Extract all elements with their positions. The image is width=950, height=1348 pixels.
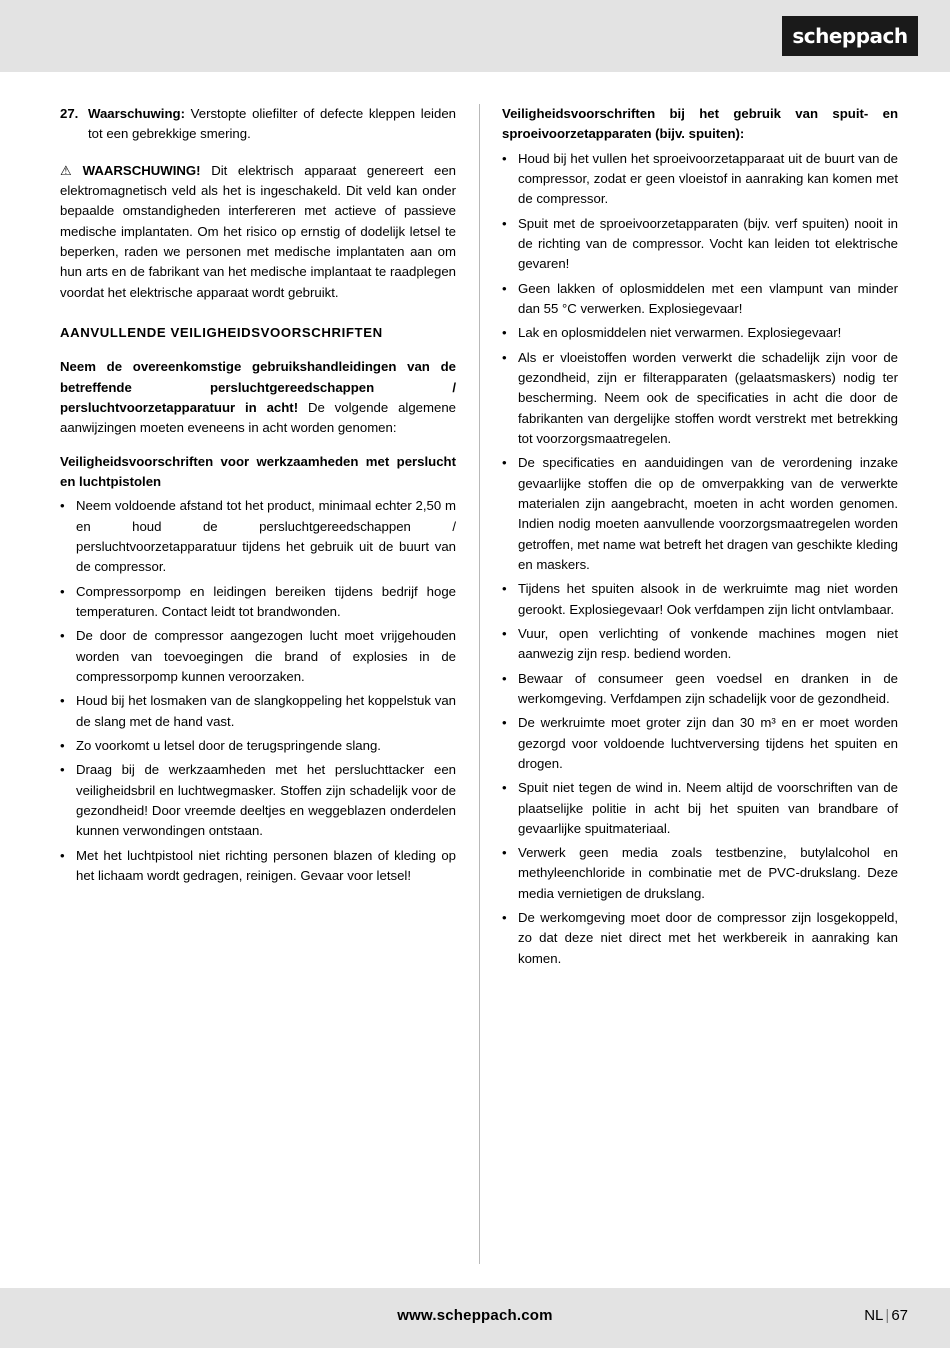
list-item-text: De specificaties en aanduidingen van de verordening inzake gevaarlijke stoffen die op de omverpakking van de verwerkte materialen zijn aangebracht, moeten in acht worden genomen. Indien nodig moeten aanvullende voorzorgsmaatregelen worden getroffen, met name wat betreft het dragen van geschikte kleding en maskers. — [518, 455, 898, 572]
list-item — [502, 713, 898, 774]
bullet-icon: • — [502, 581, 507, 597]
page-footer — [0, 1288, 950, 1348]
list-item-text: Neem voldoende afstand tot het product, minimaal echter 2,50 m en houd de persluchtgereedschappen / persluchtvoorzetapparatuur tijdens het gebruik uit de buurt van de compressor. — [76, 498, 456, 575]
bullet-icon: • — [60, 737, 65, 753]
bullet-icon: • — [60, 498, 65, 514]
list-item-text: Lak en oplosmiddelen niet verwarmen. Explosiegevaar! — [518, 325, 842, 341]
footer-page-number: 67 — [891, 1307, 908, 1324]
page-header — [0, 0, 950, 72]
list-item — [60, 846, 456, 887]
bullet-icon: • — [502, 910, 507, 926]
brand-logo-text: scheppach — [792, 24, 908, 48]
list-item — [502, 348, 898, 450]
item-text: Verstopte oliefilter of defecte kleppen leiden tot een gebrekkige smering. — [88, 106, 456, 142]
list-item — [502, 669, 898, 710]
bullet-icon: • — [60, 583, 65, 599]
right-bullet-list — [502, 149, 898, 969]
numbered-item-27 — [60, 104, 456, 145]
bullet-icon: • — [60, 762, 65, 778]
item-number: 27. — [60, 106, 79, 121]
left-bullet-list — [60, 496, 456, 886]
list-item-text: Geen lakken of oplosmiddelen met een vlampunt van minder dan 55 °C verwerken. Explosiegevaar! — [518, 280, 898, 316]
list-item-text: De werkruimte moet groter zijn dan 30 m³ en er moet worden gezorgd voor voldoende luchtverversing tijdens het spuiten en drogen. — [518, 715, 898, 771]
page-content — [60, 104, 898, 1264]
list-item-text: Vuur, open verlichting of vonkende machines mogen niet aanwezig zijn resp. bediend worden. — [518, 625, 898, 662]
right-subheading: Veiligheidsvoorschriften bij het gebruik van spuit- en sproeivoorzetapparaten (bijv. spuiten): — [502, 106, 898, 142]
bullet-icon: • — [502, 455, 507, 471]
list-item-text: Met het luchtpistool niet richting personen blazen of kleding op het lichaam wordt gedragen, reinigen. Gevaar voor letsel! — [76, 847, 456, 883]
bullet-icon: • — [502, 349, 507, 365]
warning-label: WAARSCHUWING! — [82, 162, 201, 178]
list-item — [60, 582, 456, 623]
list-item-text: Zo voorkomt u letsel door de terugspringende slang. — [76, 737, 381, 753]
brand-logo — [782, 16, 918, 56]
bullet-icon: • — [502, 845, 507, 861]
intro-bold: Neem de overeenkomstige gebruikshandleidingen van de betreffende persluchtgereedschappen / persluchtvoorzetapparatuur in acht! — [60, 359, 456, 415]
list-item-text: Spuit niet tegen de wind in. Neem altijd de voorschriften van de plaatselijke politie in acht bij het spuiten van brandbare of gevaarlijke spuitmateriaal. — [518, 780, 898, 836]
item-label: Waarschuwing: — [88, 106, 185, 121]
list-item — [502, 624, 898, 665]
left-column — [60, 104, 456, 890]
bullet-icon: • — [502, 215, 507, 231]
list-item — [502, 149, 898, 210]
list-item-text: Als er vloeistoffen worden verwerkt die schadelijk zijn voor de gezondheid, zijn er filterapparaten (gelaatsmaskers) nodig ter bescherming. Neem ook de specificaties in acht die door de fabrikanten van dergelijke stoffen wordt verstrekt met betrekking tot voorzorgsmaatregelen. — [518, 349, 898, 446]
list-item — [502, 908, 898, 969]
intro-rest: De volgende algemene aanwijzingen moeten eveneens in acht worden genomen: — [60, 399, 456, 436]
intro-paragraph — [60, 357, 456, 438]
list-item-text: De werkomgeving moet door de compressor zijn losgekoppeld, zo dat deze niet direct met het werkbereik in aanraking kan komen. — [518, 910, 898, 966]
list-item-text: Spuit met de sproeivoorzetapparaten (bijv. verf spuiten) nooit in de richting van de compressor. Vocht kan leiden tot elektrische gevaren! — [518, 215, 898, 272]
bullet-icon: • — [60, 693, 65, 709]
bullet-icon: • — [502, 625, 507, 641]
list-item — [502, 843, 898, 904]
column-divider — [479, 104, 480, 1264]
warning-triangle-icon: ⚠ — [60, 162, 79, 178]
list-item — [60, 691, 456, 732]
list-item — [502, 214, 898, 275]
bullet-icon: • — [502, 670, 507, 686]
list-item-text: Compressorpomp en leidingen bereiken tijdens bedrijf hoge temperaturen. Contact leidt tot brandwonden. — [76, 583, 456, 619]
footer-separator: | — [885, 1307, 890, 1324]
footer-locale: NL — [864, 1307, 884, 1324]
bullet-icon: • — [502, 715, 507, 731]
warning-paragraph — [60, 161, 456, 303]
list-item-text: De door de compressor aangezogen lucht moet vrijgehouden worden van toevoegingen die brand of explosies in de compressorpomp kunnen veroorzaken. — [76, 628, 456, 684]
list-item-text: Houd bij het vullen het sproeivoorzetapparaat uit de buurt van de compressor, zodat er geen vloeistof in aanraking kan komen met de compressor. — [518, 150, 898, 207]
list-item-text: Tijdens het spuiten alsook in de werkruimte mag niet worden gerookt. Explosiegevaar! Ook verfdampen zijn licht ontvlambaar. — [518, 581, 898, 617]
footer-website-url[interactable]: www.scheppach.com — [397, 1307, 553, 1324]
bullet-icon: • — [60, 628, 65, 644]
bullet-icon: • — [60, 847, 65, 863]
list-item — [502, 453, 898, 575]
list-item — [502, 579, 898, 620]
list-item-text: Draag bij de werkzaamheden met het persluchttacker een veiligheidsbril en luchtwegmasker. Stoffen zijn schadelijk voor de gezondheid! Door vreemde deeltjes en weggeblazen onderdelen kunnen verwondingen ontstaan. — [76, 762, 456, 839]
list-item-text: Bewaar of consumeer geen voedsel en dranken in de werkomgeving. Verfdampen zijn schadelijk voor de gezondheid. — [518, 670, 898, 706]
footer-page-indicator — [864, 1307, 908, 1324]
section-heading: AANVULLENDE VEILIGHEIDSVOORSCHRIFTEN — [60, 324, 383, 340]
list-item — [60, 626, 456, 687]
list-item-text: Verwerk geen media zoals testbenzine, butylalcohol en methyleenchloride in combinatie met de PVC-drukslang. Deze media vernietigen de drukslang. — [518, 845, 898, 901]
list-item — [60, 760, 456, 841]
left-subheading: Veiligheidsvoorschriften voor werkzaamheden met perslucht en luchtpistolen — [60, 453, 456, 489]
list-item — [60, 496, 456, 577]
list-item-text: Houd bij het losmaken van de slangkoppeling het koppelstuk van de slang met de hand vast. — [76, 693, 456, 729]
right-column — [502, 104, 898, 973]
warning-text: Dit elektrisch apparaat genereert een elektromagnetisch veld als het is ingeschakeld. Dit veld kan onder bepaalde omstandigheden interfereren met actieve of passieve medische implantaten. Om het risico op ernstig of dodelijk letsel te beperken, raden we personen met medische implantaten aan om hun arts en de fabrikant van het medische implantaat te raadplegen voordat het elektrische apparaat wordt gebruikt. — [60, 162, 457, 300]
bullet-icon: • — [502, 150, 507, 166]
list-item — [60, 736, 456, 756]
list-item — [502, 323, 898, 343]
bullet-icon: • — [502, 780, 507, 796]
bullet-icon: • — [502, 325, 507, 341]
item-body — [88, 104, 456, 145]
list-item — [502, 778, 898, 839]
list-item — [502, 279, 898, 320]
bullet-icon: • — [502, 280, 507, 296]
